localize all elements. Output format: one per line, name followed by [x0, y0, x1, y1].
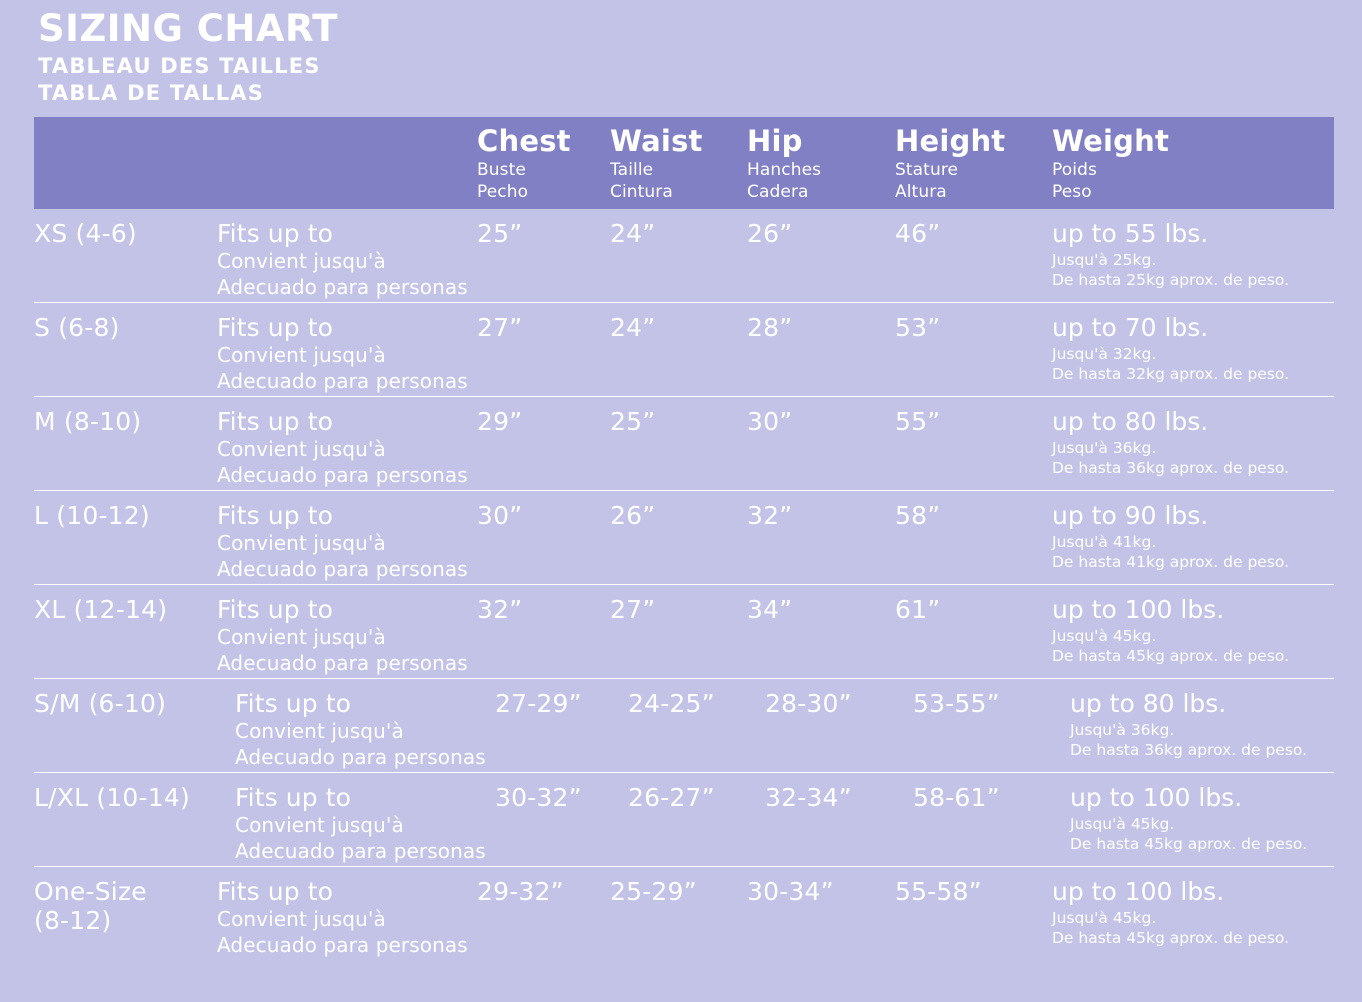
weight-en: up to 90 lbs. — [1052, 501, 1209, 530]
table-row — [34, 303, 1334, 397]
chest-value: 32” — [477, 595, 523, 624]
size-text: S/M (6-10) — [34, 689, 167, 718]
weight-block — [1052, 491, 1334, 572]
header-waist-es: Cintura — [610, 181, 673, 202]
fits-en: Fits up to — [235, 689, 352, 718]
header-hip-en: Hip — [747, 124, 803, 158]
table-row — [34, 209, 1334, 303]
fits-fr: Convient jusqu'à — [217, 343, 386, 367]
fits-en: Fits up to — [217, 407, 334, 436]
size-text: S (6-8) — [34, 313, 120, 342]
hip-value: 32” — [747, 501, 793, 530]
weight-es: De hasta 25kg aprox. de peso. — [1052, 270, 1290, 289]
size-text: L (10-12) — [34, 501, 150, 530]
weight-en: up to 100 lbs. — [1052, 877, 1225, 906]
fits-fr: Convient jusqu'à — [217, 437, 386, 461]
hip-value: 28-30” — [765, 689, 852, 718]
hip-value: 28” — [747, 313, 793, 342]
weight-en: up to 55 lbs. — [1052, 219, 1209, 248]
height-value: 58” — [895, 501, 941, 530]
header-weight — [1052, 117, 1334, 204]
table-row — [34, 867, 1334, 961]
fits-en: Fits up to — [217, 219, 334, 248]
header-waist-fr: Taille — [610, 160, 654, 180]
weight-es: De hasta 45kg aprox. de peso. — [1052, 646, 1290, 665]
size-text: L/XL (10-14) — [34, 783, 190, 812]
row-size-label — [34, 209, 217, 249]
waist-value: 24” — [610, 219, 656, 248]
weight-en: up to 100 lbs. — [1052, 595, 1225, 624]
chest-value: 30-32” — [495, 783, 582, 812]
fits-fr: Convient jusqu'à — [217, 907, 386, 931]
weight-fr: Jusqu'à 45kg. — [1070, 814, 1175, 833]
chest-value: 27” — [477, 313, 523, 342]
size-text: XS (4-6) — [34, 219, 137, 248]
fits-en: Fits up to — [217, 501, 334, 530]
fits-en: Fits up to — [217, 877, 334, 906]
header-hip-fr: Hanches — [747, 160, 822, 180]
size-text: XL (12-14) — [34, 595, 168, 624]
weight-es: De hasta 36kg aprox. de peso. — [1052, 458, 1290, 477]
weight-en: up to 80 lbs. — [1052, 407, 1209, 436]
page-title-french: TABLEAU DES TAILLES — [38, 53, 321, 78]
row-fits-block — [217, 773, 495, 864]
page-title-spanish: TABLA DE TALLAS — [38, 80, 265, 105]
fits-es: Adecuado para personas — [235, 839, 486, 863]
row-fits-block — [217, 679, 495, 770]
waist-value: 24” — [610, 313, 656, 342]
header-size-col — [34, 117, 217, 127]
height-value: 61” — [895, 595, 941, 624]
header-chest-en: Chest — [477, 124, 571, 158]
header-height-fr: Stature — [895, 160, 959, 180]
table-row — [34, 773, 1334, 867]
table-row — [34, 585, 1334, 679]
fits-fr: Convient jusqu'à — [235, 719, 404, 743]
chest-value: 30” — [477, 501, 523, 530]
header-weight-fr: Poids — [1052, 160, 1097, 180]
height-value: 53-55” — [913, 689, 1000, 718]
header-chest — [477, 117, 610, 204]
row-size-label — [34, 773, 217, 813]
weight-en: up to 70 lbs. — [1052, 313, 1209, 342]
header-fits-col — [217, 117, 477, 127]
header-weight-es: Peso — [1052, 181, 1092, 202]
height-value: 55” — [895, 407, 941, 436]
waist-value: 26” — [610, 501, 656, 530]
row-size-label — [34, 867, 217, 936]
weight-fr: Jusqu'à 45kg. — [1052, 626, 1157, 645]
weight-fr: Jusqu'à 41kg. — [1052, 532, 1157, 551]
row-size-label — [34, 679, 217, 719]
header-hip-es: Cadera — [747, 181, 809, 202]
fits-en: Fits up to — [217, 595, 334, 624]
weight-fr: Jusqu'à 36kg. — [1052, 438, 1157, 457]
weight-block — [1052, 397, 1334, 478]
header-height-es: Altura — [895, 181, 947, 202]
fits-fr: Convient jusqu'à — [217, 625, 386, 649]
table-row — [34, 397, 1334, 491]
fits-es: Adecuado para personas — [217, 557, 468, 581]
header-weight-en: Weight — [1052, 124, 1170, 158]
chest-value: 29-32” — [477, 877, 564, 906]
height-value: 55-58” — [895, 877, 982, 906]
fits-fr: Convient jusqu'à — [217, 249, 386, 273]
fits-es: Adecuado para personas — [235, 745, 486, 769]
size-text: One-Size (8-12) — [34, 877, 147, 935]
fits-es: Adecuado para personas — [217, 463, 468, 487]
size-text: M (8-10) — [34, 407, 142, 436]
fits-es: Adecuado para personas — [217, 369, 468, 393]
fits-es: Adecuado para personas — [217, 651, 468, 675]
header-height-en: Height — [895, 124, 1006, 158]
weight-es: De hasta 45kg aprox. de peso. — [1070, 834, 1308, 853]
weight-block — [1052, 209, 1334, 290]
hip-value: 30-34” — [747, 877, 834, 906]
chart-titles — [0, 0, 1362, 106]
row-size-label — [34, 397, 217, 437]
weight-block — [1052, 303, 1334, 384]
fits-es: Adecuado para personas — [217, 275, 468, 299]
hip-value: 32-34” — [765, 783, 852, 812]
weight-fr: Jusqu'à 32kg. — [1052, 344, 1157, 363]
height-value: 46” — [895, 219, 941, 248]
row-fits-block — [217, 209, 477, 300]
weight-block — [1052, 867, 1334, 948]
weight-es: De hasta 36kg aprox. de peso. — [1070, 740, 1308, 759]
hip-value: 30” — [747, 407, 793, 436]
row-fits-block — [217, 397, 477, 488]
weight-fr: Jusqu'à 25kg. — [1052, 250, 1157, 269]
height-value: 53” — [895, 313, 941, 342]
weight-es: De hasta 41kg aprox. de peso. — [1052, 552, 1290, 571]
weight-fr: Jusqu'à 36kg. — [1070, 720, 1175, 739]
row-size-label — [34, 585, 217, 625]
header-waist — [610, 117, 747, 204]
row-fits-block — [217, 491, 477, 582]
weight-en: up to 80 lbs. — [1070, 689, 1227, 718]
hip-value: 26” — [747, 219, 793, 248]
fits-fr: Convient jusqu'à — [235, 813, 404, 837]
waist-value: 26-27” — [628, 783, 715, 812]
weight-en: up to 100 lbs. — [1070, 783, 1243, 812]
fits-en: Fits up to — [235, 783, 352, 812]
weight-block — [1070, 679, 1334, 760]
header-hip — [747, 117, 895, 204]
hip-value: 34” — [747, 595, 793, 624]
header-height — [895, 117, 1052, 204]
chest-value: 27-29” — [495, 689, 582, 718]
fits-en: Fits up to — [217, 313, 334, 342]
weight-es: De hasta 45kg aprox. de peso. — [1052, 928, 1290, 947]
table-header-row — [34, 117, 1334, 209]
waist-value: 24-25” — [628, 689, 715, 718]
fits-es: Adecuado para personas — [217, 933, 468, 957]
weight-fr: Jusqu'à 45kg. — [1052, 908, 1157, 927]
fits-fr: Convient jusqu'à — [217, 531, 386, 555]
weight-block — [1070, 773, 1334, 854]
row-size-label — [34, 491, 217, 531]
header-chest-es: Pecho — [477, 181, 529, 202]
row-fits-block — [217, 585, 477, 676]
row-size-label — [34, 303, 217, 343]
height-value: 58-61” — [913, 783, 1000, 812]
waist-value: 27” — [610, 595, 656, 624]
header-waist-en: Waist — [610, 124, 703, 158]
page-title: SIZING CHART — [38, 7, 339, 50]
table-row — [34, 679, 1334, 773]
sizing-table — [34, 117, 1334, 961]
table-row — [34, 491, 1334, 585]
header-chest-fr: Buste — [477, 160, 526, 180]
chest-value: 29” — [477, 407, 523, 436]
weight-block — [1052, 585, 1334, 666]
row-fits-block — [217, 303, 477, 394]
waist-value: 25-29” — [610, 877, 697, 906]
waist-value: 25” — [610, 407, 656, 436]
chest-value: 25” — [477, 219, 523, 248]
weight-es: De hasta 32kg aprox. de peso. — [1052, 364, 1290, 383]
row-fits-block — [217, 867, 477, 958]
